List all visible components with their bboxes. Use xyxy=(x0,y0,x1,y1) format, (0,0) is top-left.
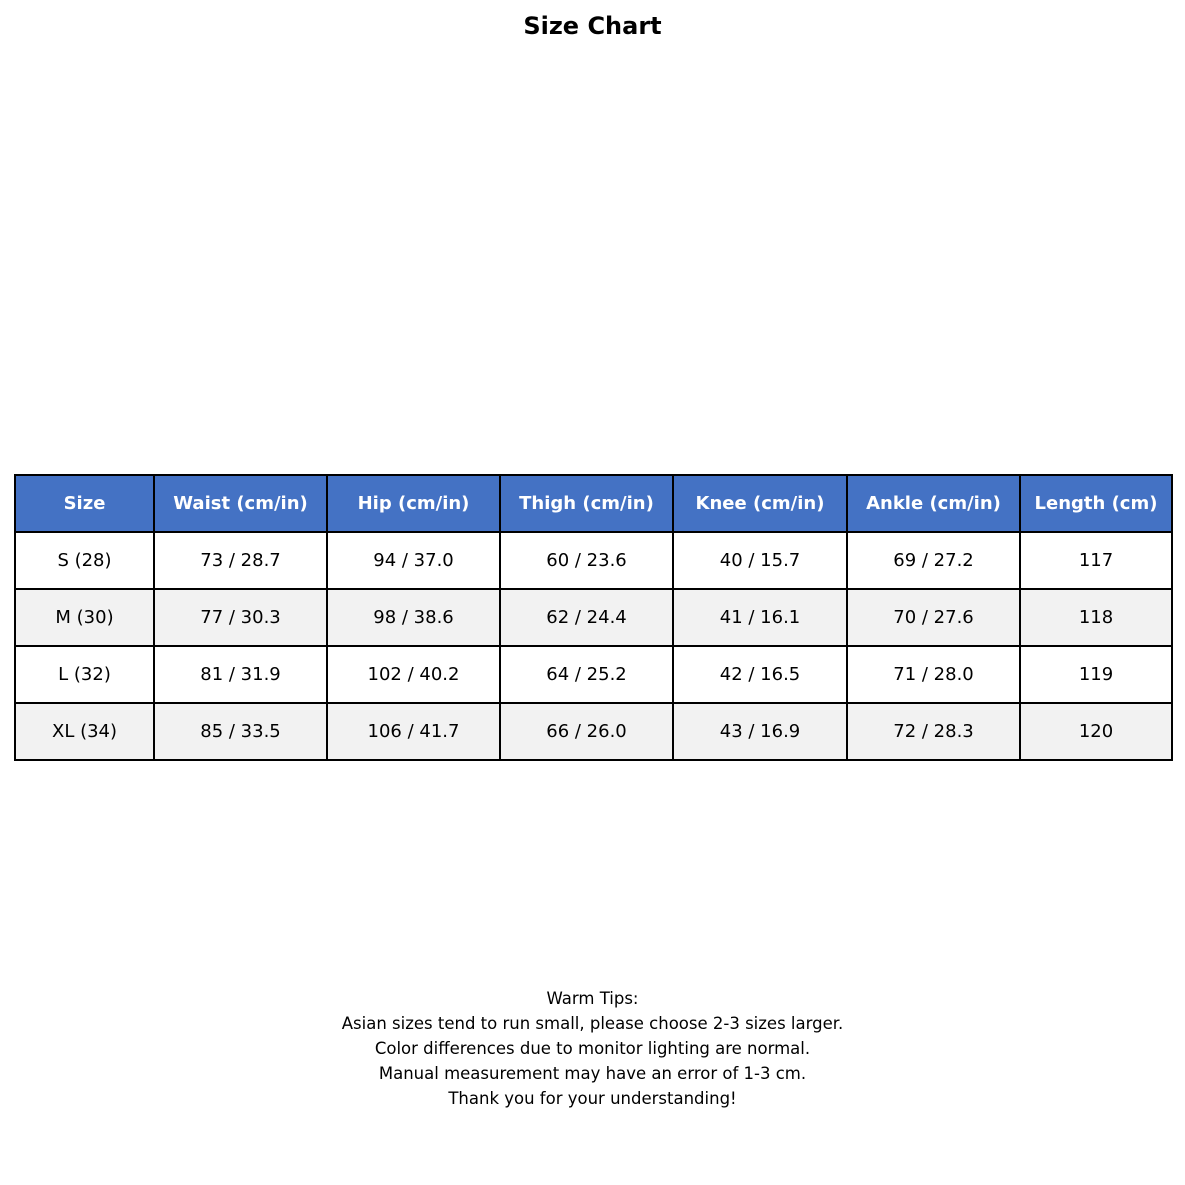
tip-line: Thank you for your understanding! xyxy=(448,1089,737,1108)
cell-thigh: 66 / 26.0 xyxy=(500,703,673,760)
tips-heading: Warm Tips: xyxy=(546,989,639,1008)
header-ankle: Ankle (cm/in) xyxy=(847,475,1020,532)
cell-hip: 94 / 37.0 xyxy=(327,532,500,589)
cell-size: L (32) xyxy=(15,646,154,703)
header-thigh: Thigh (cm/in) xyxy=(500,475,673,532)
size-table xyxy=(14,474,1173,761)
table-row xyxy=(15,532,1172,589)
cell-length: 119 xyxy=(1020,646,1172,703)
cell-length: 120 xyxy=(1020,703,1172,760)
header-knee: Knee (cm/in) xyxy=(673,475,847,532)
cell-knee: 42 / 16.5 xyxy=(673,646,847,703)
header-hip: Hip (cm/in) xyxy=(327,475,500,532)
cell-waist: 77 / 30.3 xyxy=(154,589,327,646)
header-row xyxy=(15,475,1172,532)
tip-line: Asian sizes tend to run small, please choose 2-3 sizes larger. xyxy=(341,1014,844,1033)
header-length: Length (cm) xyxy=(1020,475,1172,532)
cell-waist: 85 / 33.5 xyxy=(154,703,327,760)
cell-knee: 43 / 16.9 xyxy=(673,703,847,760)
cell-hip: 106 / 41.7 xyxy=(327,703,500,760)
cell-ankle: 69 / 27.2 xyxy=(847,532,1020,589)
cell-length: 117 xyxy=(1020,532,1172,589)
tip-line: Manual measurement may have an error of 1-3 cm. xyxy=(378,1064,807,1083)
cell-knee: 40 / 15.7 xyxy=(673,532,847,589)
cell-knee: 41 / 16.1 xyxy=(673,589,847,646)
cell-waist: 81 / 31.9 xyxy=(154,646,327,703)
cell-size: S (28) xyxy=(15,532,154,589)
cell-ankle: 70 / 27.6 xyxy=(847,589,1020,646)
tip-line: Color differences due to monitor lighting are normal. xyxy=(374,1039,811,1058)
cell-thigh: 64 / 25.2 xyxy=(500,646,673,703)
header-size: Size xyxy=(15,475,154,532)
cell-thigh: 60 / 23.6 xyxy=(500,532,673,589)
cell-hip: 98 / 38.6 xyxy=(327,589,500,646)
cell-size: XL (34) xyxy=(15,703,154,760)
cell-hip: 102 / 40.2 xyxy=(327,646,500,703)
header-waist: Waist (cm/in) xyxy=(154,475,327,532)
table-row xyxy=(15,703,1172,760)
cell-size: M (30) xyxy=(15,589,154,646)
cell-ankle: 71 / 28.0 xyxy=(847,646,1020,703)
cell-length: 118 xyxy=(1020,589,1172,646)
table-row xyxy=(15,589,1172,646)
cell-ankle: 72 / 28.3 xyxy=(847,703,1020,760)
cell-thigh: 62 / 24.4 xyxy=(500,589,673,646)
table-row xyxy=(15,646,1172,703)
cell-waist: 73 / 28.7 xyxy=(154,532,327,589)
chart-title: Size Chart xyxy=(523,12,662,40)
warm-tips xyxy=(0,986,1185,1111)
